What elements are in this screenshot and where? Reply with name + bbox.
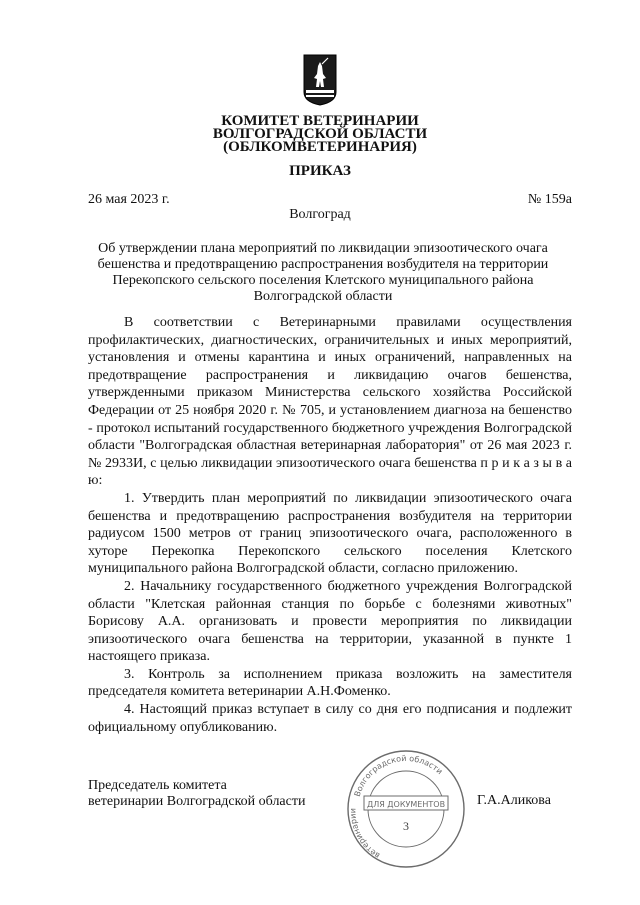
order-body	[88, 314, 572, 736]
order-subject: Об утверждении плана мероприятий по ликвидации эпизоотического очага бешенства и предотвращению распространения возбудителя на территории Перекопского сельского поселения Клетского муниципального района Волгоградской области	[97, 241, 549, 304]
order-item-2: 2. Начальнику государственного бюджетного учреждения Волгоградской области "Клетская районная станция по борьбе с болезнями животных" Борисову А.А. организовать и провести мероприятия по ликвидации эпизоотического очага бешенства на территории, указанной в пункте 1 настоящего приказа.	[88, 578, 572, 665]
stamp-ring-text-left: ветеринарии	[348, 807, 382, 861]
order-city: Волгоград	[289, 207, 351, 222]
order-item-3: 3. Контроль за исполнением приказа возложить на заместителя председателя комитета ветеринарии А.Н.Фоменко.	[88, 666, 572, 700]
coat-of-arms-icon	[303, 54, 337, 106]
committee-name-line1: КОМИТЕТ ВЕТЕРИНАРИИ	[221, 113, 419, 129]
order-number: № 159а	[527, 192, 572, 207]
signatory-position-line2: ветеринарии Волгоградской области	[88, 794, 306, 809]
preamble-paragraph: В соответствии с Ветеринарными правилами осуществления профилактических, диагностических, ограничительных и иных мероприятий, установления и отмены карантина и иных ограничений, направленных на предотвращение распространения и ликвидацию очагов бешенства, утвержденными приказом Министерства сельского хозяйства Российской Федерации от 25 ноября 2020 г. № 705, и установлением диагноза на бешенство - протокол испытаний государственного бюджетного учреждения Волгоградской области "Волгоградская областная ветеринарная лаборатория" от 26 мая 2023 г. № 2933И, с целью ликвидации эпизоотического очага бешенства п р и к а з ы в а ю:	[88, 315, 572, 489]
order-item-4: 4. Настоящий приказ вступает в силу со дня его подписания и подлежит официальному опубликованию.	[88, 702, 572, 735]
signatory-position-line1: Председатель комитета	[88, 778, 227, 793]
document-type-title: ПРИКАЗ	[289, 163, 351, 179]
committee-name-line3: (ОБЛКОМВЕТЕРИНАРИЯ)	[223, 139, 417, 155]
order-date: 26 мая 2023 г.	[88, 192, 170, 207]
signatory-name: Г.А.Аликова	[477, 793, 551, 808]
stamp-center-text: ДЛЯ ДОКУМЕНТОВ	[366, 800, 446, 809]
svg-text:Волгоградской области	[353, 754, 445, 798]
order-item-1: 1. Утвердить план мероприятий по ликвидации эпизоотического очага бешенства и предотвращению распространения возбудителя на территории радиусом 1500 метров от границ эпизоотического очага, расположенного в хуторе Перекопка Перекопского сельского поселения Клетского муниципального района Волгоградской области, согласно приложению.	[88, 490, 572, 577]
signatory-position	[88, 778, 305, 810]
official-stamp-icon	[344, 748, 468, 870]
committee-name-line2: ВОЛГОГРАДСКОЙ ОБЛАСТИ	[212, 126, 428, 142]
stamp-ring-text: Волгоградской области	[352, 753, 445, 798]
stamp-number: 3	[403, 819, 409, 833]
svg-text:ветеринарии	[348, 808, 381, 860]
